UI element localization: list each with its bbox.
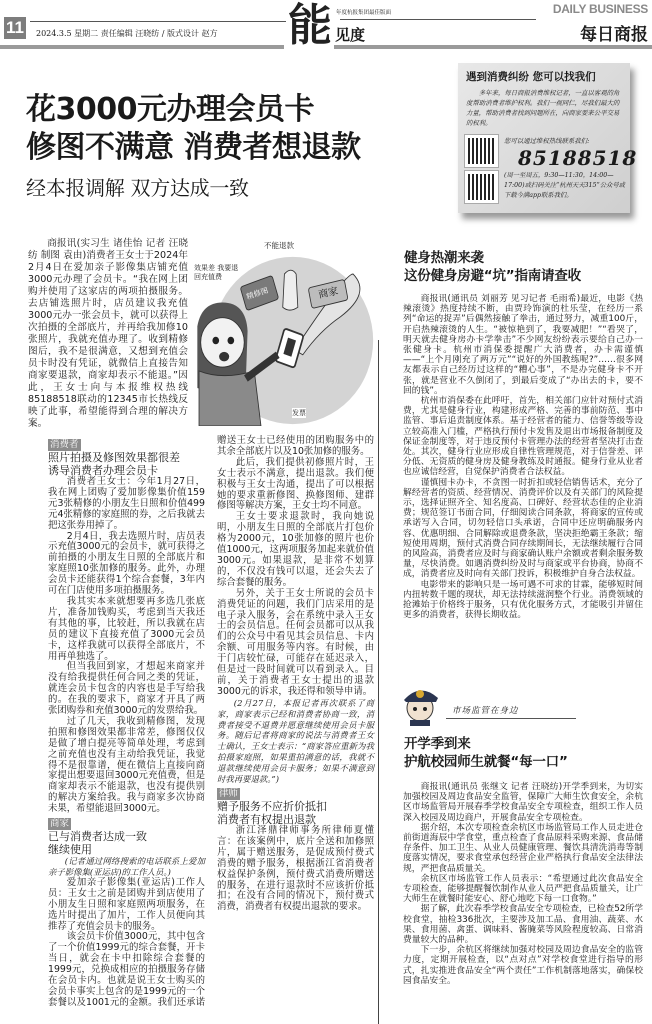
paper-name-cn: 每日商报	[580, 25, 648, 45]
school-headline-line2: 护航校园师生就餐“每一口”	[404, 754, 568, 770]
paragraph: 浙江泽鼎律师事务所律师夏懂言：在该案例中，底片全送和加修照片，属于赠送服务，是促成预付费式消费的赠予服务，根据浙江省消费者权益保护条例，预付费式消费所赠送的服务，在进行退款时不应该折价抵扣；在没有合同的情况下，预付费式消费，消费者有权提出退款的要求。	[217, 825, 374, 913]
paragraph: 余杭区市场监管工作人员表示：“希望通过此次食品安全专项检查，能够提醒餐饮制作从业人员严把食品质量关，让广大师生在就餐时能安心、舒心地吃下每一口食物。”	[403, 873, 643, 905]
paragraph: 消费者王女士：今年1月27日，我在网上团购了爱加影像集价值159元3张精修的小朋友生日照和价值499元4张精修的家庭照的券，之后我就去把这张券用掉了。	[48, 476, 205, 531]
qr-code-icon	[465, 135, 498, 167]
headline-line2: 修图不满意 消费者想退款	[26, 130, 361, 165]
dateline: 2024.3.5 星期二 责任编辑 汪晓纺 / 版式设计 赵方	[36, 29, 218, 38]
award-text: 年度杭报集团最佳版面	[336, 10, 392, 16]
paragraph: 该会员卡价值3000元，其中包含了一个价值1999元的综合套餐，开卡当日，就会在卡中扣除综合套餐的1999元，兑换成相应的拍摄服务存储在会员卡内。也就是说王女士购买的会员卡事实上包含的是1999元的一个套餐以及1001元的金额。我们还承诺赠送王女士已经使用的团购服务中的其余全部底片以及10张加修的服务。	[48, 435, 374, 1008]
section-tag-lawyer: 律师	[219, 788, 239, 799]
qr-code-icon	[465, 171, 498, 203]
paragraph: 商报讯(通讯员 刘丽芳 见习记者 毛雨希)最近，电影《热辣滚烫》热度持续不断，由贾玲饰演的杜乐莹，在经历一系列“命运的捉弄”后偶然接触了拳击，通过努力，减重100斤，开启热辣滚烫的人生。“被惊艳到了，我要减肥！”“看哭了，明天就去健身房办卡学拳击”不少网友纷纷表示要给自己办一张健身卡。杭州市消保委提醒广大消费者，办卡需谨慎——“上个月刚充了两万元”“说好的外国教练呢?”……很多网友都表示自己经历过这样的“糟心事”，不是办完健身卡不开张，就是营业不久倒闭了，到最后变成了“办出去的卡，要不回的钱”。	[403, 294, 643, 396]
paper-name-en: DAILY BUSINESS	[552, 2, 648, 16]
section-name: 见度	[335, 26, 366, 44]
paragraph: 下一步，余杭区将继续加强对校园及周边食品安全的监管力度，定期开展检查，以“点对点”对学校食堂进行指导的形式，扎实推进食品安全“两个责任”工作机制落地落实，确保校园食品安全。	[403, 945, 643, 986]
gym-article-body	[403, 294, 643, 621]
header-rule	[30, 21, 286, 22]
followup-note: (2月27日，本报记者再次联系了商家，商家表示已经和消费者协商一致，消费者接受不退费并愿意继续使用会员卡服务。随后记者将商家的说法与消费者王女士确认，王女士表示：“商家答应重新为我拍摄家庭照，如果重拍满意的话，我就不退款继续使用会员卡服务；如果不满意到时我再要退款。”)	[217, 697, 374, 785]
school-headline-line1: 开学季到来	[404, 736, 471, 752]
hotline-hours: (周一至周五，9:30—11:30，14:00—17:00)或扫码关注“杭州天天315”公众号或下载今满app联系我们。	[504, 172, 625, 199]
paragraph: 王女士要求退款时，我向她说明，小朋友生日照的全部底片打包价格为2000元，10张加修的照片也价值1000元，这两项服务加起来就价值3000元。如果退款，是非常不划算的，不仅没有钱可以退，还会失去了综合套餐的服务。	[217, 511, 374, 588]
hotline-hint: 您可以通过维权热线联系我们:	[504, 137, 590, 145]
illustration-label-merchant: 商家	[317, 285, 340, 301]
section-heading: 诱导消费者办理会员卡	[48, 464, 158, 477]
paragraph: 我其实本来就想要再多选几张底片，准备加钱购买，考虑到当天我还有其他的事，比较赶，所以我就在店员的建议下直接充值了3000元会员卡，这样我就可以获得全部底片，不用再单独选了。	[48, 595, 205, 662]
section-heading: 消费者有权提出退款	[217, 813, 316, 826]
police-mascot-icon	[398, 680, 444, 726]
paragraph: 商报讯(通讯员 张继文 记者 汪晓纺)开学季到来，为切实加强校园及周边食品安全监管，保障广大师生饮食安全，余杭区市场监管局开展春季学校食品安全专项检查，组织工作人员深入校园及周边商户，开展食品安全专项检查。	[403, 782, 643, 823]
section-heading: 已与消费者达成一致	[48, 830, 147, 844]
paragraph: 过了几天，我收到精修图，发现拍照和修图效果都非常差，修图仅仅是做了增白提亮等简单处理，考虑到之前充值也没有主动给我凭证，我觉得不是很靠谱，便在微信上直接向商家提出想要退回3000元充值费，但是商家却表示不能退款，也没有提供别的解决方案给我。我与商家多次协商未果，希望能退回3000元。	[48, 715, 205, 815]
contact-box-title: 遇到消费纠纷 您可以找我们	[466, 71, 596, 83]
section-tag-consumer: 消费者	[50, 439, 79, 450]
section-heading: 继续使用	[48, 843, 92, 857]
column-label: 市场监管在身边	[452, 706, 519, 716]
paragraph: 但当我回到家，才想起来商家并没有给我提供任何合同之类的凭证，就连会员卡包含的内容也是手写给我的。在我的要求下，商家才开具了两张团购券和充值3000元的发票给我。	[48, 661, 205, 717]
gym-headline-line2: 这份健身房避“坑”指南请查收	[404, 268, 581, 284]
paragraph: 杭州市消保委在此呼吁，首先，相关部门应针对预付式消费，尤其是健身行业，构建形成严格、完善的事前防范、事中监管、事后追责制度体系。基于经营者的能力、信誉等级等设立较高准入门槛，严格执行预付卡发售及退出市场报备制度及保证金制度等，对于违反预付卡管理办法的经营者坚决打击查处。其次，健身行业应形成自律性管理规范，对于信誉差、评分低、无资质的健身房及健身教练及时通报。健身行业从业者也应诚信经营，自觉保护消费者合法权益。	[403, 396, 643, 478]
illustration-label-invoice: 发票	[292, 409, 306, 417]
section-logo-char: 能	[288, 0, 332, 51]
paragraph: 据了解，此次春季学校食品安全专项检查，已检查52所学校食堂，抽检336批次，主要涉及加工品、食用油、蔬菜、水果、食用菌、禽蛋、调味料、酱腌菜等风险程度较高、日常消费量较大的品种。	[403, 904, 643, 946]
subheadline: 经本报调解 双方达成一致	[26, 176, 249, 200]
contact-box	[458, 63, 638, 213]
paragraph: 据介绍，本次专项检查余杭区市场监管局工作人员走进仓前街道海辰中学食堂，重点检查了食品原料采购来源、食品储存条件、加工卫生、从业人员健康管理、餐饮具清洗消毒等制度落实情况，要求食堂承包经营企业严格执行食品安全法律法规，严把食品质量关。	[403, 822, 643, 874]
column-divider	[378, 340, 379, 1024]
illustration-label-complaint: 效果差 我要退回充值费	[194, 264, 239, 281]
gym-headline-line1: 健身热潮来袭	[404, 250, 484, 266]
column-label-rule	[446, 718, 576, 719]
paragraph: 爱加亲子影像集(亚运店)工作人员：王女士之前是团购并到店使用了小朋友生日照和家庭照两项服务，在选片时提出了加片，工作人员便向其推荐了充值会员卡的服务。	[48, 876, 205, 932]
cartoon-illustration	[194, 236, 374, 426]
paragraph: 此后，我们提供初修照片时，王女士表示不满意，提出退款。我们便积极与王女士沟通，提出了可以根据她的要求重新修图、换修图师、建群修图等解决方案，王女士均不同意。	[217, 456, 374, 512]
lede-paragraph: 商报讯(实习生 诸佳怡 记者 汪晓纺 制图 袁由)消费者王女士于2024年2月4日在爱加亲子影像集店铺充值3000元办理了会员卡。“我在网上团购并使用了这家店的两项拍摄服务。去店铺选照片时，店员建议我充值3000元办一张会员卡，就可以获得上次拍摄的全部底片，并再给我加修10张照片，我就充值办理了。收到精修图后，我不是很满意，又想到充值会员卡时没有凭证，就微信上直接告知商家要退款，商家却表示不能退。”因此，王女士向与本报维权热线85188518联动的12345市长热线反映了此事，希望能得到合理的解决方案。	[28, 238, 188, 429]
illustration-label-refuse: 不能退款	[264, 241, 294, 250]
article-lede	[28, 238, 188, 430]
page-number: 11	[4, 17, 26, 39]
header-rule	[340, 19, 536, 20]
section-heading: 照片拍摄及修图效果都很差	[48, 451, 180, 464]
header-bar	[0, 45, 284, 49]
section-heading: 赠予服务不应折价抵扣	[217, 800, 327, 813]
paragraph: 电影带来的影响只是一场可遇不可求的甘霖，能够短时间内扭转数千题的现状，却无法持续滋润整个行业。消费领域的抢滩始于价格终于服务，只有优化服务方式，才能吸引并留住更多的消费者，获得长期收益。	[403, 579, 643, 621]
hotline-number: 85188518	[518, 146, 638, 170]
school-article-body	[403, 782, 643, 986]
headline-line1: 花3000元办理会员卡	[26, 92, 314, 127]
illustration-label-photos: 精修图	[245, 285, 270, 302]
header-bar	[334, 45, 652, 49]
paragraph: 2月4日，我去选照片时，店员表示充值3000元的会员卡，就可获得之前拍摄的小朋友生日照的全部底片和家庭照10张加修的服务。此外，办理会员卡还能获得1个综合套餐，3年内可在门店使用多项拍摄服务。	[48, 530, 205, 597]
main-article-body	[48, 436, 374, 1022]
contact-box-body: 多年来，每日商报消费维权记者，一直以客观的角度帮助消费者维护权利。我们一视同仁，尽我们最大的力量，帮助消费者找到问题所在，向商家要来公平交易的权利。	[466, 89, 620, 127]
paragraph: 另外，关于王女士所说的会员卡消费凭证的问题，我们门店采用的是电子录入服务，会在系统中录入王女士的会员信息。任何会员都可以从我们的公众号中看见其会员信息、卡内余额、可用服务等内容。有时候，由于门店较忙碌，可能存在延迟录入，但是过一段时间就可以看到录入。目前，关于消费者王女士提出的退款3000元的诉求，我还得和领导申请。	[217, 587, 374, 697]
section-tag-merchant: 商家	[50, 818, 70, 830]
paragraph: 谨慎囤卡办卡，不贪图一时折扣或轻信销售话术，充分了解经营者的资质、经营情况、消费评价以及有关部门的风险提示，选择证照齐全、知名度高、口碑好、经营状态佳的企业消费；规范签订书面合同，仔细阅读合同条款，将商家的宣传或承诺写入合同，切勿轻信口头承诺，合同中还应明确服务内容、优惠明细、合同解除或退费条款，坚决拒绝霸王条款；缩短使用周期，预付式消费合同存续期间长，无法继续履行合同的风险高，消费者应及时与商家确认账户余额或者剩余服务数量，尽快消费。如遇消费纠纷及时与商家或平台协商，协商不成，消费者应及时向有关部门投诉，积极维护自身合法权益。	[403, 477, 643, 580]
reporter-note: (记者通过网络搜索的电话联系上爱加亲子影像集(亚运店)的工作人员。)	[48, 856, 205, 877]
